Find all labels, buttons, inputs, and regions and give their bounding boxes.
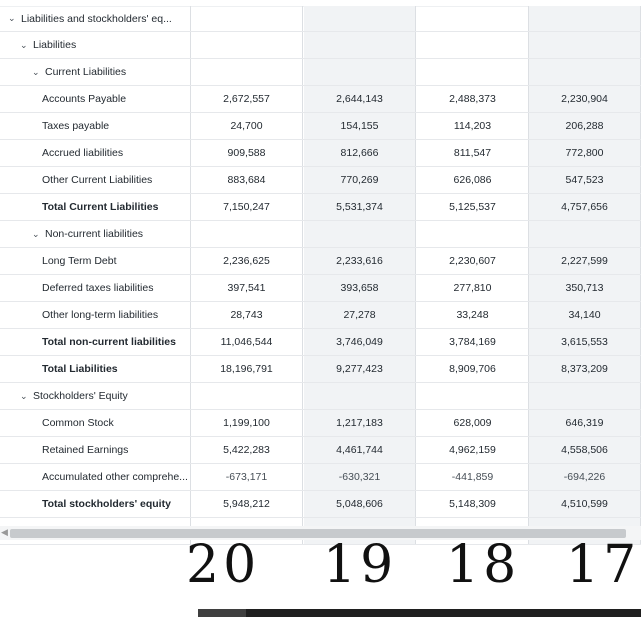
table-row bbox=[0, 410, 641, 437]
cell-value: 2,230,904 bbox=[529, 86, 641, 112]
table-section-row[interactable] bbox=[0, 383, 641, 410]
row-label-text: Non-current liabilities bbox=[45, 228, 144, 240]
cell-value: -673,171 bbox=[191, 464, 303, 490]
cell-value: 646,319 bbox=[529, 410, 641, 436]
cell-value: 2,227,599 bbox=[529, 248, 641, 274]
cell-value: 812,666 bbox=[304, 140, 416, 166]
row-label bbox=[0, 302, 191, 328]
row-label-text: Retained Earnings bbox=[42, 444, 129, 456]
table-row bbox=[0, 86, 641, 113]
chevron-down-icon[interactable]: ⌄ bbox=[20, 390, 28, 401]
cell-value: 5,422,283 bbox=[191, 437, 303, 463]
cell-value bbox=[304, 383, 416, 409]
row-label-text: Deferred taxes liabilities bbox=[42, 282, 154, 294]
table-section-row[interactable] bbox=[0, 221, 641, 248]
table-row bbox=[0, 275, 641, 302]
row-label bbox=[0, 140, 191, 166]
cell-value: 2,230,607 bbox=[417, 248, 529, 274]
row-label bbox=[0, 329, 191, 355]
cell-value bbox=[417, 221, 529, 247]
cell-value: 8,373,209 bbox=[529, 356, 641, 382]
row-label bbox=[0, 167, 191, 193]
row-label-text: Long Term Debt bbox=[42, 255, 117, 267]
handwritten-year-2019: 19 bbox=[323, 535, 398, 595]
cell-value: 277,810 bbox=[417, 275, 529, 301]
table-row bbox=[0, 329, 641, 356]
cell-value: 5,125,537 bbox=[417, 194, 529, 220]
table-section-row[interactable] bbox=[0, 6, 641, 32]
cell-value bbox=[529, 59, 641, 85]
cell-value: 883,684 bbox=[191, 167, 303, 193]
row-label bbox=[0, 356, 191, 382]
cell-value: 2,236,625 bbox=[191, 248, 303, 274]
row-label-text: Accounts Payable bbox=[42, 93, 127, 105]
row-label-text: Total non-current liabilities bbox=[42, 336, 176, 348]
cell-value: 4,510,599 bbox=[529, 491, 641, 517]
row-label-text: Other Current Liabilities bbox=[42, 174, 153, 186]
row-label-text: Total stockholders' equity bbox=[42, 498, 171, 510]
row-label-text: Taxes payable bbox=[42, 120, 110, 132]
row-label-text: Accumulated other comprehe... bbox=[42, 471, 188, 483]
table-row bbox=[0, 437, 641, 464]
row-label bbox=[0, 491, 191, 517]
row-label bbox=[0, 248, 191, 274]
cell-value: 114,203 bbox=[417, 113, 529, 139]
table-section-row[interactable] bbox=[0, 59, 641, 86]
cell-value bbox=[529, 32, 641, 58]
cell-value bbox=[417, 6, 529, 31]
scroll-left-arrow-icon[interactable]: ◀ bbox=[1, 527, 8, 537]
table-row bbox=[0, 113, 641, 140]
cell-value bbox=[304, 221, 416, 247]
handwritten-year-2018: 18 bbox=[446, 535, 521, 595]
cell-value: 393,658 bbox=[304, 275, 416, 301]
cell-value: 4,757,656 bbox=[529, 194, 641, 220]
cell-value: 5,531,374 bbox=[304, 194, 416, 220]
cell-value: 628,009 bbox=[417, 410, 529, 436]
cell-value bbox=[529, 6, 641, 31]
cell-value: 350,713 bbox=[529, 275, 641, 301]
row-label[interactable] bbox=[0, 383, 191, 409]
row-label bbox=[0, 437, 191, 463]
cell-value: 2,488,373 bbox=[417, 86, 529, 112]
cell-value bbox=[304, 6, 416, 31]
row-label-text: Stockholders' Equity bbox=[33, 390, 128, 402]
cell-value: 18,196,791 bbox=[191, 356, 303, 382]
cell-value bbox=[304, 59, 416, 85]
scrollbar-thumb[interactable] bbox=[10, 529, 626, 538]
cell-value: 626,086 bbox=[417, 167, 529, 193]
cell-value: 3,784,169 bbox=[417, 329, 529, 355]
row-label-text: Accrued liabilities bbox=[42, 147, 124, 159]
row-label bbox=[0, 86, 191, 112]
row-label-text: Liabilities and stockholders' eq... bbox=[21, 12, 172, 25]
chevron-down-icon[interactable]: ⌄ bbox=[20, 39, 28, 50]
cell-value: 8,909,706 bbox=[417, 356, 529, 382]
cell-value bbox=[417, 32, 529, 58]
table-row bbox=[0, 167, 641, 194]
cell-value: 5,148,309 bbox=[417, 491, 529, 517]
cell-value bbox=[191, 383, 303, 409]
row-label-text: Other long-term liabilities bbox=[42, 309, 159, 321]
cell-value: 4,558,506 bbox=[529, 437, 641, 463]
cell-value: 5,948,212 bbox=[191, 491, 303, 517]
cell-value: -441,859 bbox=[417, 464, 529, 490]
handwritten-year-2020: 20 bbox=[186, 535, 261, 595]
cell-value: 811,547 bbox=[417, 140, 529, 166]
row-label-text: Total Current Liabilities bbox=[42, 201, 159, 213]
cell-value: 7,150,247 bbox=[191, 194, 303, 220]
cell-value: 3,746,049 bbox=[304, 329, 416, 355]
cell-value: 772,800 bbox=[529, 140, 641, 166]
cell-value bbox=[191, 32, 303, 58]
row-label bbox=[0, 410, 191, 436]
cell-value bbox=[417, 383, 529, 409]
row-label bbox=[0, 464, 191, 490]
table-row bbox=[0, 140, 641, 167]
cell-value: 24,700 bbox=[191, 113, 303, 139]
cell-value: 206,288 bbox=[529, 113, 641, 139]
cell-value: 154,155 bbox=[304, 113, 416, 139]
cell-value bbox=[191, 59, 303, 85]
row-label[interactable] bbox=[0, 59, 191, 85]
row-label[interactable] bbox=[0, 32, 191, 58]
cell-value: 4,461,744 bbox=[304, 437, 416, 463]
row-label-text: Common Stock bbox=[42, 417, 114, 429]
cell-value: 1,199,100 bbox=[191, 410, 303, 436]
bottom-dark-bar bbox=[198, 609, 641, 617]
row-label-text: Liabilities bbox=[33, 39, 77, 51]
table-row bbox=[0, 491, 641, 518]
table-row bbox=[0, 464, 641, 491]
chevron-down-icon[interactable]: ⌄ bbox=[8, 13, 16, 23]
row-label-text: Total Liabilities bbox=[42, 363, 118, 375]
cell-value bbox=[304, 32, 416, 58]
row-label[interactable] bbox=[0, 221, 191, 247]
table-section-row[interactable] bbox=[0, 32, 641, 59]
cell-value: 397,541 bbox=[191, 275, 303, 301]
balance-sheet-table bbox=[0, 6, 641, 545]
row-label bbox=[0, 275, 191, 301]
cell-value: 11,046,544 bbox=[191, 329, 303, 355]
cell-value: 2,672,557 bbox=[191, 86, 303, 112]
cell-value: 909,588 bbox=[191, 140, 303, 166]
cell-value: -694,226 bbox=[529, 464, 641, 490]
cell-value: 33,248 bbox=[417, 302, 529, 328]
cell-value: 4,962,159 bbox=[417, 437, 529, 463]
row-label-text: Current Liabilities bbox=[45, 66, 127, 78]
table-row bbox=[0, 248, 641, 275]
cell-value: 28,743 bbox=[191, 302, 303, 328]
cell-value: 3,615,553 bbox=[529, 329, 641, 355]
cell-value: 2,233,616 bbox=[304, 248, 416, 274]
cell-value: 770,269 bbox=[304, 167, 416, 193]
cell-value: -630,321 bbox=[304, 464, 416, 490]
cell-value bbox=[529, 221, 641, 247]
handwritten-year-2017: 17 bbox=[566, 535, 641, 595]
horizontal-scrollbar[interactable] bbox=[0, 526, 641, 540]
chevron-down-icon[interactable]: ⌄ bbox=[32, 66, 40, 77]
cell-value bbox=[417, 59, 529, 85]
cell-value bbox=[191, 6, 303, 31]
bottom-bar-segment bbox=[198, 609, 246, 617]
row-label[interactable] bbox=[0, 6, 191, 31]
cell-value: 2,644,143 bbox=[304, 86, 416, 112]
chevron-down-icon[interactable]: ⌄ bbox=[32, 228, 40, 239]
row-label bbox=[0, 194, 191, 220]
table-row bbox=[0, 302, 641, 329]
row-label bbox=[0, 113, 191, 139]
cell-value: 5,048,606 bbox=[304, 491, 416, 517]
cell-value bbox=[529, 383, 641, 409]
table-row bbox=[0, 194, 641, 221]
cell-value: 547,523 bbox=[529, 167, 641, 193]
cell-value: 9,277,423 bbox=[304, 356, 416, 382]
cell-value bbox=[191, 221, 303, 247]
cell-value: 27,278 bbox=[304, 302, 416, 328]
cell-value: 34,140 bbox=[529, 302, 641, 328]
cell-value: 1,217,183 bbox=[304, 410, 416, 436]
table-row bbox=[0, 356, 641, 383]
